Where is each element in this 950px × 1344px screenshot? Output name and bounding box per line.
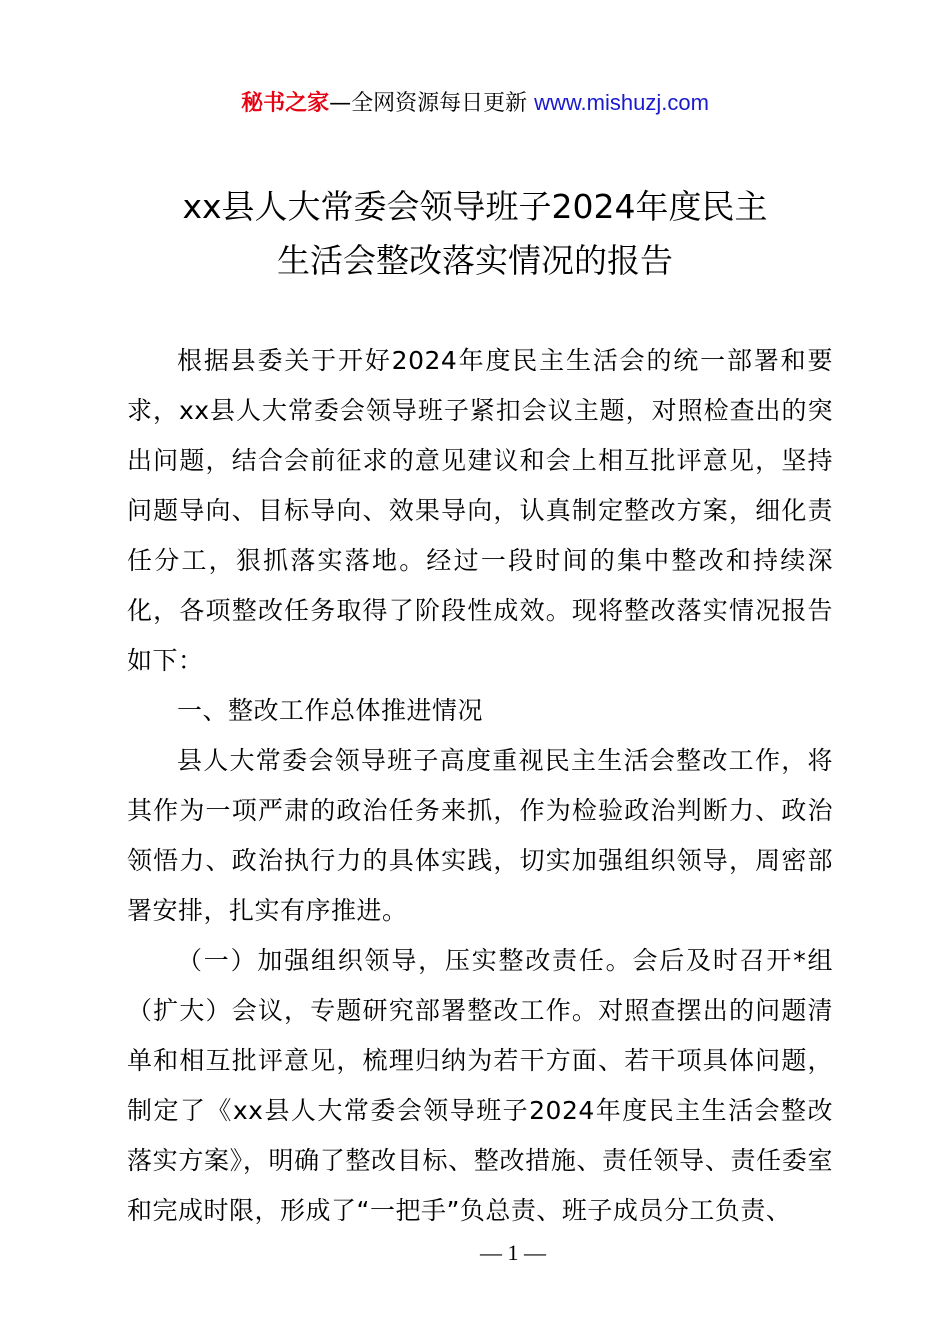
page-number: — 1 — [480, 1240, 546, 1265]
title-line-2: 生活会整改落实情况的报告 [277, 241, 673, 280]
site-url-link[interactable]: www.mishuzj.com [534, 90, 709, 115]
site-header [0, 86, 950, 121]
paragraph-section-1: 县人大常委会领导班子高度重视民主生活会整改工作，将其作为一项严肃的政治任务来抓，作为检验政治判断力、政治领悟力、政治执行力的具体实践，切实加强组织领导，周密部署安排，扎实有序推进。 [127, 746, 833, 925]
paragraph-intro: 根据县委关于开好2024年度民主生活会的统一部署和要求，xx县人大常委会领导班子紧扣会议主题，对照检查出的突出问题，结合会前征求的意见建议和会上相互批评意见，坚持问题导向、目标导向、效果导向，认真制定整改方案，细化责任分工，狠抓落实落地。经过一段时间的集中整改和持续深化，各项整改任务取得了阶段性成效。现将整改落实情况报告如下： [127, 346, 833, 675]
title-line-1: xx县人大常委会领导班子2024年度民主 [182, 187, 768, 226]
header-tagline: —全网资源每日更新 [329, 91, 535, 116]
paragraph-subsection-1: （一）加强组织领导，压实整改责任。会后及时召开*组（扩大）会议，专题研究部署整改工作。对照查摆出的问题清单和相互批评意见，梳理归纳为若干方面、若干项具体问题，制定了《xx县人大常委会领导班子2024年度民主生活会整改落实方案》，明确了整改目标、整改措施、责任领导、责任委室和完成时限，形成了“一把手”负总责、班子成员分工负责、 [127, 946, 833, 1225]
document-body [127, 336, 833, 1236]
document-title [0, 180, 950, 288]
brand-name: 秘书之家 [241, 91, 330, 116]
section-heading-1: 一、整改工作总体推进情况 [177, 696, 484, 725]
